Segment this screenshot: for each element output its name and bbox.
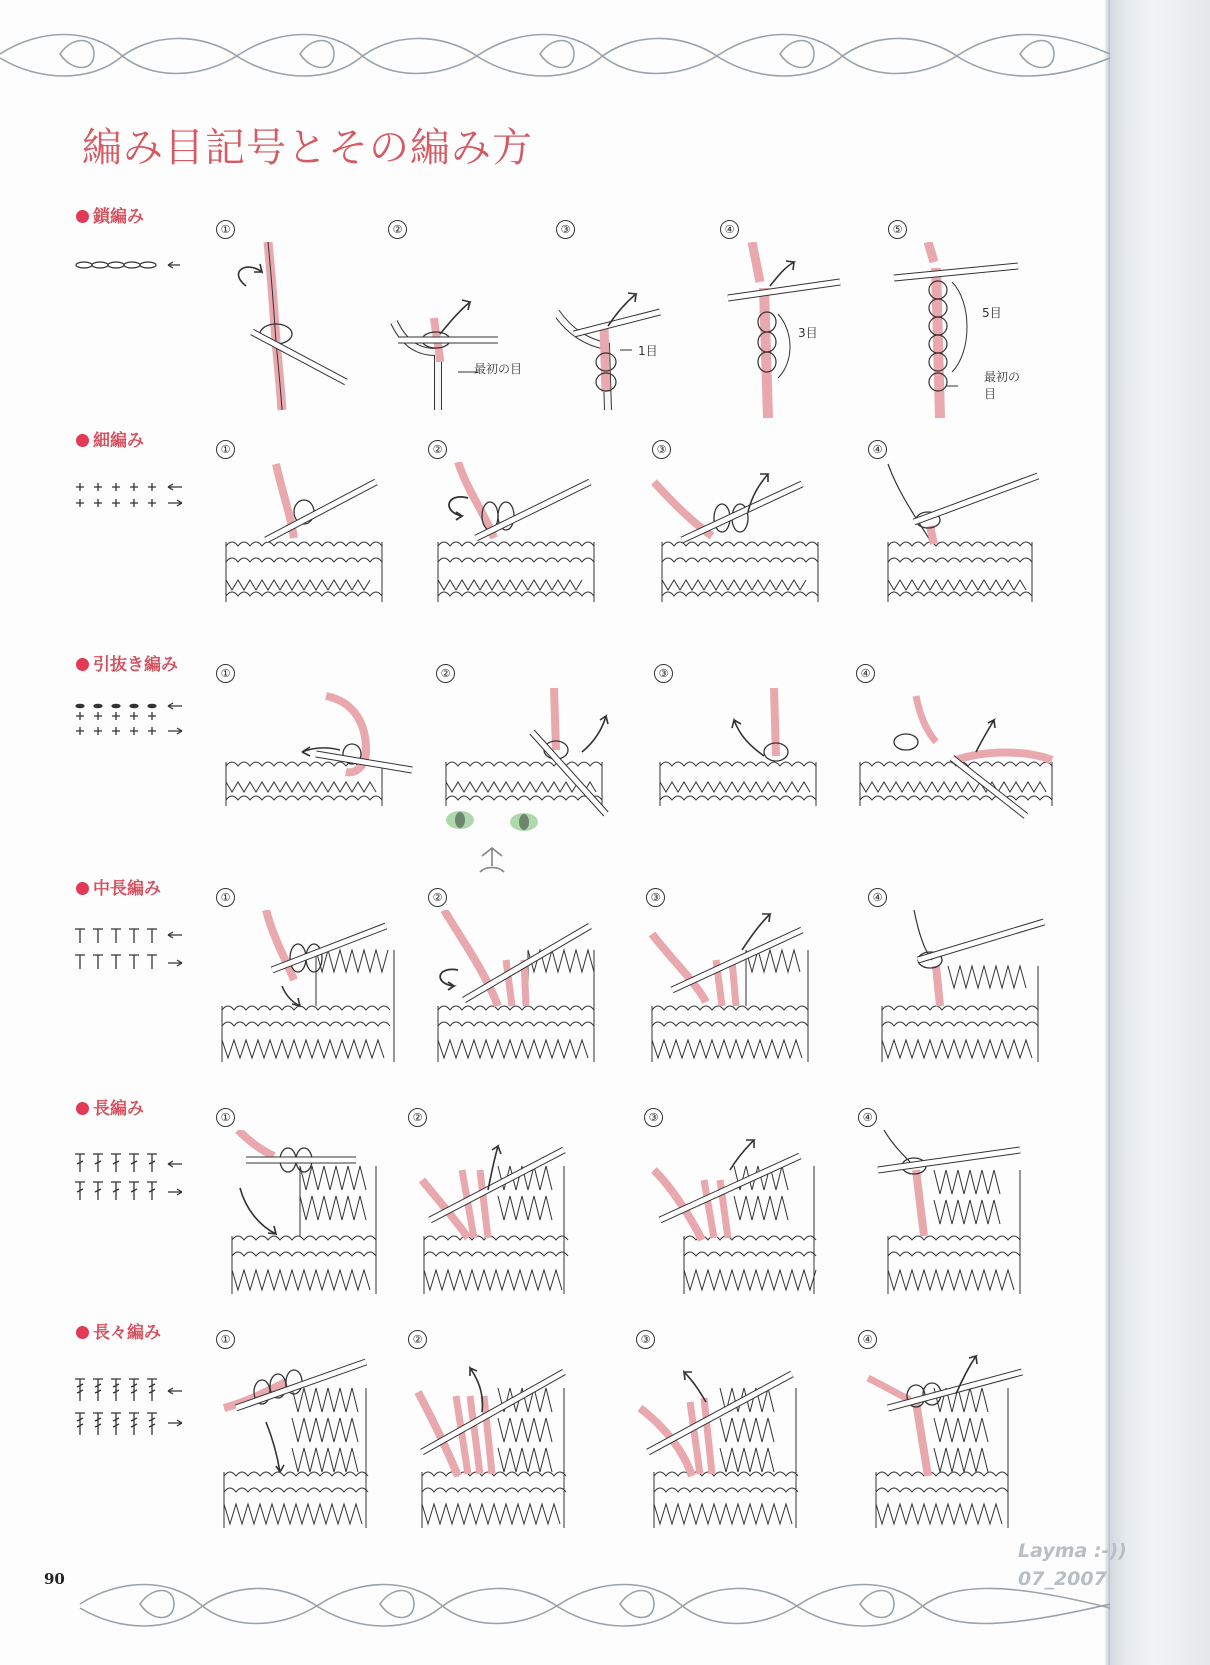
- page-number: 90: [44, 1570, 65, 1588]
- annotation-three-stitches: 3目: [798, 326, 818, 340]
- bottom-decorative-border: [0, 1568, 1110, 1640]
- bullet-icon: [76, 210, 89, 223]
- bullet-icon: [76, 882, 89, 895]
- treble-symbol-icon: [70, 1375, 190, 1445]
- top-decorative-border: [0, 18, 1110, 90]
- slip-stitch-symbol-icon: [70, 700, 190, 760]
- section-label-double-crochet: 長編み: [76, 1094, 144, 1119]
- slip-stitch-step-1-illustration: [216, 686, 416, 836]
- bullet-icon: [76, 1102, 89, 1115]
- chain-step-3: ③ 1目: [556, 220, 686, 410]
- watermark-line-2: 07_2007: [1018, 1568, 1107, 1590]
- chain-step-5: ⑤ 5目 最初の目: [888, 220, 1028, 420]
- chain-step-3-illustration: [556, 242, 686, 412]
- half-double-step-3-illustration: [646, 910, 836, 1070]
- chain-step-4-illustration: [720, 242, 850, 422]
- treble-step-1: ①: [216, 1330, 396, 1530]
- double-crochet-step-3-illustration: [644, 1130, 824, 1300]
- slip-stitch-step-4-illustration: [856, 686, 1076, 836]
- double-crochet-step-1: ①: [216, 1108, 396, 1298]
- treble-step-1-illustration: [216, 1352, 396, 1532]
- double-crochet-step-2: ②: [408, 1108, 588, 1298]
- treble-step-3: ③: [636, 1330, 816, 1530]
- single-crochet-step-1-illustration: [216, 462, 396, 612]
- bullet-icon: [76, 434, 89, 447]
- half-double-step-4-illustration: [868, 910, 1058, 1070]
- chain-step-1: ①: [216, 220, 356, 410]
- chain-step-4: ④ 3目: [720, 220, 850, 420]
- section-label-single-crochet: 細編み: [76, 426, 144, 451]
- treble-step-3-illustration: [636, 1352, 816, 1532]
- single-crochet-step-4: ④: [868, 440, 1048, 610]
- half-double-step-1-illustration: [216, 910, 406, 1070]
- treble-step-4: ④: [858, 1330, 1038, 1530]
- section-label-slip-stitch: 引抜き編み: [76, 650, 178, 675]
- chain-step-2: ② 最初の目: [388, 220, 538, 410]
- half-double-step-2: ②: [428, 888, 618, 1068]
- slip-stitch-step-3: ③: [654, 664, 834, 834]
- chain-step-2-illustration: [388, 242, 538, 412]
- treble-step-2: ②: [408, 1330, 588, 1530]
- double-crochet-step-3: ③: [644, 1108, 824, 1298]
- single-crochet-step-2: ②: [428, 440, 608, 610]
- treble-step-2-illustration: [408, 1352, 588, 1532]
- section-label-half-double: 中長編み: [76, 874, 161, 899]
- chain-step-1-illustration: [216, 242, 356, 412]
- half-double-step-3: ③: [646, 888, 836, 1068]
- half-double-step-1: ①: [216, 888, 406, 1068]
- single-crochet-step-4-illustration: [868, 462, 1048, 612]
- page-title: 編み目記号とその編み方: [82, 125, 533, 171]
- double-crochet-step-1-illustration: [216, 1130, 396, 1300]
- single-crochet-step-2-illustration: [428, 462, 608, 612]
- single-crochet-step-3: ③: [652, 440, 832, 610]
- annotation-first-stitch-2: 最初の目: [984, 370, 1021, 401]
- treble-step-4-illustration: [858, 1352, 1038, 1532]
- single-crochet-step-1: ①: [216, 440, 396, 610]
- double-crochet-symbol-icon: [70, 1150, 190, 1210]
- chain-symbol-icon: [70, 250, 190, 280]
- annotation-one-stitch: 1目: [638, 344, 658, 358]
- slip-stitch-step-3-illustration: [654, 686, 834, 836]
- half-double-step-4: ④: [868, 888, 1058, 1068]
- annotation-first-stitch: 最初の目: [474, 362, 523, 376]
- page-gutter: [1108, 0, 1210, 1665]
- half-double-symbol-icon: [70, 925, 190, 985]
- slip-stitch-step-4: ④: [856, 664, 1076, 834]
- annotation-five-stitches: 5目: [982, 306, 1002, 320]
- section-label-treble: 長々編み: [76, 1318, 161, 1343]
- double-crochet-step-2-illustration: [408, 1130, 588, 1300]
- section-label-chain: 鎖編み: [76, 202, 144, 227]
- bullet-icon: [76, 1326, 89, 1339]
- single-crochet-step-3-illustration: [652, 462, 832, 612]
- double-crochet-step-4-illustration: [858, 1130, 1038, 1300]
- half-double-step-2-illustration: [428, 910, 618, 1070]
- double-crochet-step-4: ④: [858, 1108, 1038, 1298]
- cat-watermark-icon: [432, 800, 552, 890]
- bullet-icon: [76, 658, 89, 671]
- watermark-line-1: Layma :-)): [1018, 1540, 1127, 1562]
- slip-stitch-step-1: ①: [216, 664, 416, 834]
- gutter-edge: [1104, 0, 1110, 1665]
- single-crochet-symbol-icon: [70, 475, 190, 535]
- slip-stitch-step-2: ②: [436, 664, 636, 834]
